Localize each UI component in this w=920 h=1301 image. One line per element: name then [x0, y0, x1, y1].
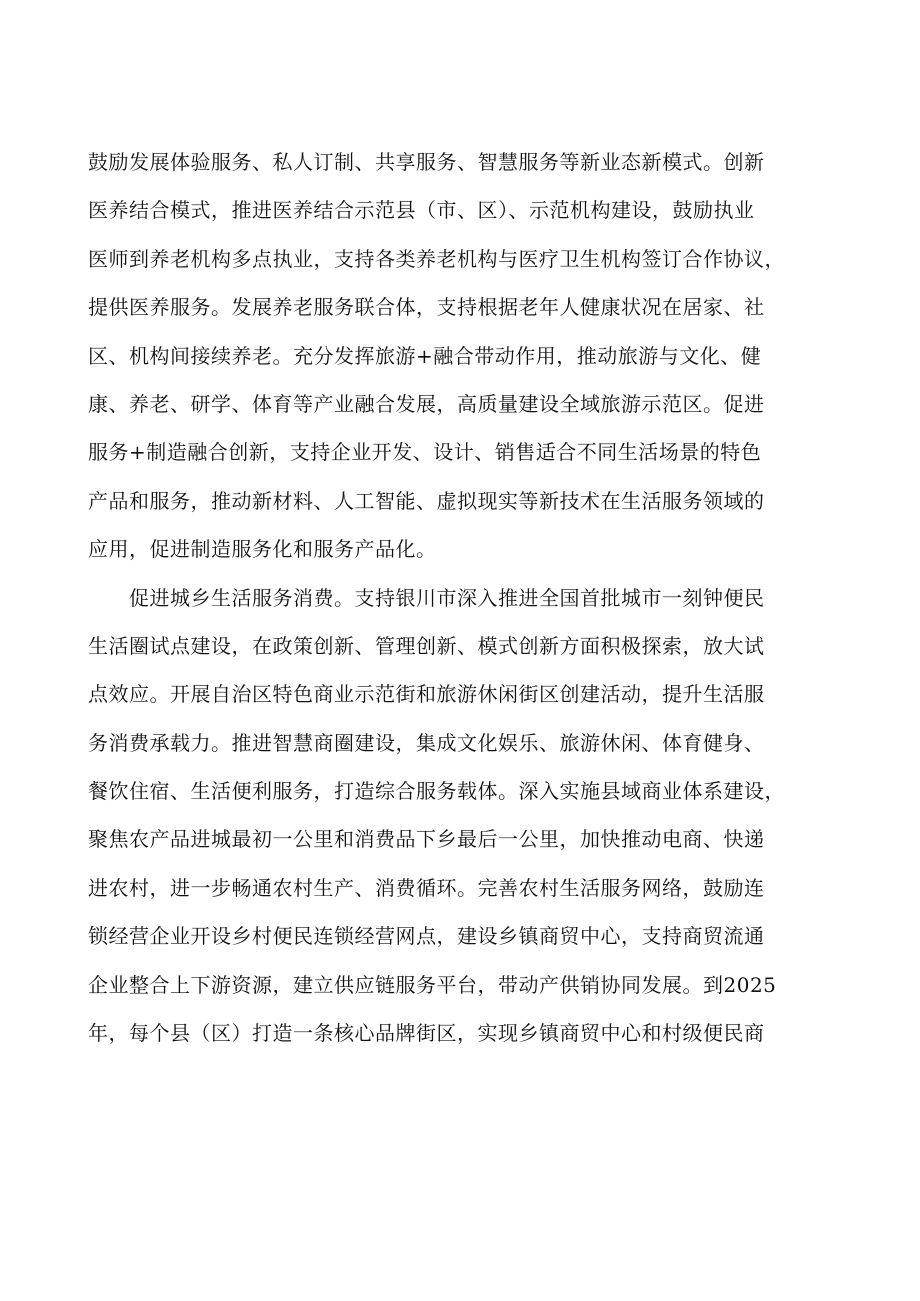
text-line: 点效应。开展自治区特色商业示范街和旅游休闲街区创建活动，提升生活服: [88, 682, 765, 707]
text-line: 产品和服务，推动新材料、人工智能、虚拟现实等新技术在生活服务领域的: [88, 488, 765, 513]
text-line: 进农村，进一步畅通农村生产、消费循环。完善农村生活服务网络，鼓励连: [88, 875, 765, 900]
text-line: 餐饮住宿、生活便利服务，打造综合服务载体。深入实施县域商业体系建设，: [88, 779, 785, 804]
text-line: 企业整合上下游资源，建立供应链服务平台，带动产供销协同发展。到2025: [88, 972, 777, 997]
text-line: 医养结合模式，推进医养结合示范县（市、区）、示范机构建设，鼓励执业: [88, 198, 755, 223]
text-line: 鼓励发展体验服务、私人订制、共享服务、智慧服务等新业态新模式。创新: [88, 150, 765, 174]
body-text: [88, 138, 868, 1057]
text-line: 康、养老、研学、体育等产业融合发展，高质量建设全域旅游示范区。促进: [88, 391, 765, 416]
text-line: 务消费承载力。推进智慧商圈建设，集成文化娱乐、旅游休闲、体育健身、: [88, 730, 765, 755]
text-line: 生活圈试点建设，在政策创新、管理创新、模式创新方面积极探索，放大试: [88, 633, 765, 658]
text-line: 锁经营企业开设乡村便民连锁经营网点，建设乡镇商贸中心，支持商贸流通: [88, 924, 765, 949]
text-line: 应用，促进制造服务化和服务产品化。: [88, 537, 437, 562]
text-line: 提供医养服务。发展养老服务联合体，支持根据老年人健康状况在居家、社: [88, 295, 765, 320]
text-line: 年，每个县（区）打造一条核心品牌街区，实现乡镇商贸中心和村级便民商: [88, 1021, 765, 1046]
paragraph-2: [88, 574, 868, 1058]
text-line: 医师到养老机构多点执业，支持各类养老机构与医疗卫生机构签订合作协议，: [88, 246, 785, 271]
text-line: 促进城乡生活服务消费。支持银川市深入推进全国首批城市一刻钟便民: [129, 585, 765, 610]
paragraph-1: [88, 138, 868, 574]
text-line: 服务+制造融合创新，支持企业开发、设计、销售适合不同生活场景的特色: [88, 440, 762, 465]
text-line: 区、机构间接续养老。充分发挥旅游+融合带动作用，推动旅游与文化、健: [88, 343, 762, 368]
text-line: 聚焦农产品进城最初一公里和消费品下乡最后一公里，加快推动电商、快递: [88, 827, 765, 852]
